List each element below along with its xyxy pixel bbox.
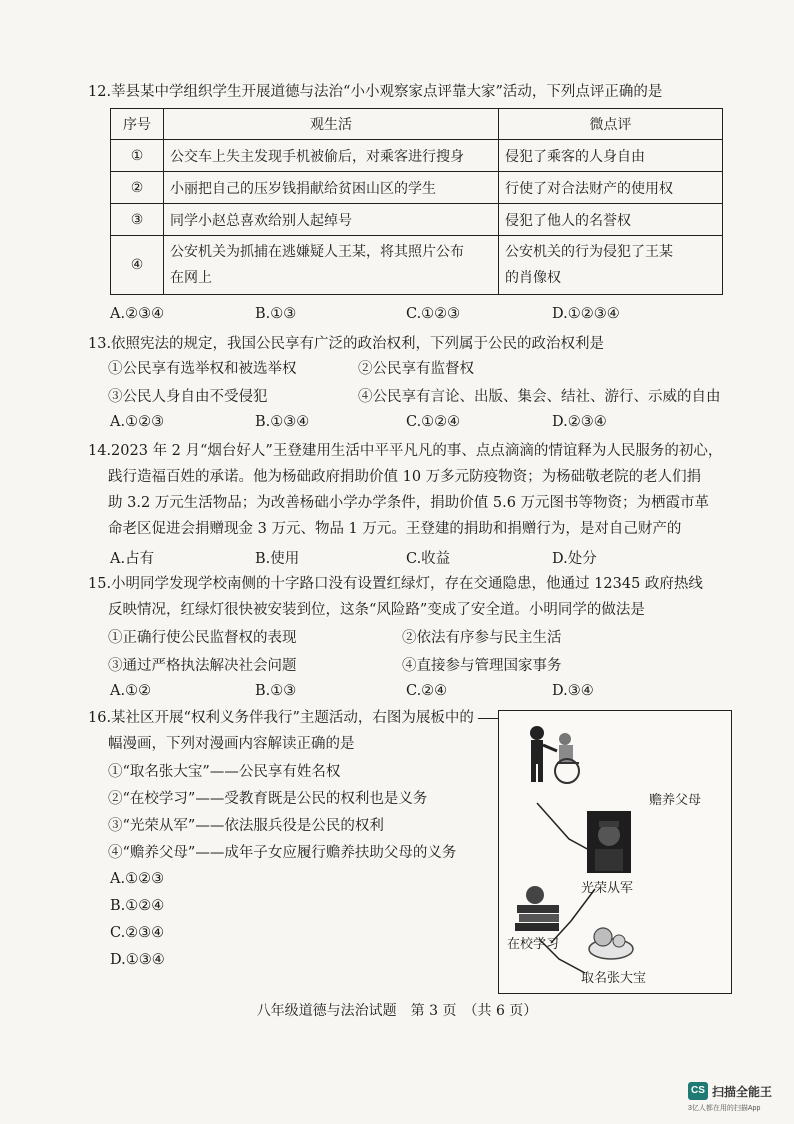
table-cell: 侵犯了他人的名誉权 xyxy=(499,204,723,236)
table-cell: ② xyxy=(111,172,164,204)
q13-option-a: A.①②③ xyxy=(110,414,165,430)
q14-option-b: B.使用 xyxy=(255,551,300,567)
cartoon-panel xyxy=(498,710,732,994)
table-cell: 同学小赵总喜欢给别人起绰号 xyxy=(164,204,499,236)
q16-item-2: ②“在校学习”——受教育既是公民的权利也是义务 xyxy=(108,791,428,807)
table-cell: 公交车上失主发现手机被偷后，对乘客进行搜身 xyxy=(164,140,499,172)
q13-item-2: ②公民享有监督权 xyxy=(358,361,474,377)
cs-logo-icon: CS xyxy=(688,1082,708,1100)
cell-line: 的肖像权 xyxy=(505,270,561,286)
q16-line-2: 幅漫画，下列对漫画内容解读正确的是 xyxy=(108,736,355,752)
table-header: 序号 xyxy=(111,109,164,140)
q12-option-c: C.①②③ xyxy=(406,306,461,322)
cartoon-label-military: 光荣从军 xyxy=(581,881,634,896)
q13-option-d: D.②③④ xyxy=(552,414,607,430)
q15-line-2: 反映情况，红绿灯很快被安装到位，这条“风险路”变成了安全道。小明同学的做法是 xyxy=(108,602,645,618)
table-cell: ③ xyxy=(111,204,164,236)
q12-option-a: A.②③④ xyxy=(110,306,165,322)
cartoon-label-support-parents: 赡养父母 xyxy=(649,793,702,808)
q16-item-4: ④“赡养父母”——成年子女应履行赡养扶助父母的义务 xyxy=(108,845,457,861)
q16-option-d: D.①③④ xyxy=(110,952,165,968)
q14-line-4: 命老区促进会捐赠现金 3 万元、物品 1 万元。王登建的捐助和捐赠行为，是对自己财产的 xyxy=(108,521,682,537)
q16-option-a: A.①②③ xyxy=(110,871,165,887)
q13-item-1: ①公民享有选举权和被选举权 xyxy=(108,361,297,377)
q12-table xyxy=(110,108,723,295)
leader-line xyxy=(478,718,498,719)
q15-line-1: 15.小明同学发现学校南侧的十字路口没有设置红绿灯，存在交通隐患，他通过 12345 政府热线 xyxy=(88,576,703,592)
q12-stem: 12.莘县某中学组织学生开展道德与法治“小小观察家点评靠大家”活动，下列点评正确的是 xyxy=(88,84,663,100)
soldier-portrait xyxy=(587,811,631,873)
table-row xyxy=(111,172,723,204)
table-cell: ④ xyxy=(111,236,164,295)
q14-line-2: 践行造福百姓的承诺。他为杨础政府捐助价值 10 万多元防疫物资；为杨础敬老院的老人们捐 xyxy=(108,469,702,485)
watermark-subtitle: 3亿人都在用的扫描App xyxy=(688,1105,761,1112)
table-cell: 侵犯了乘客的人身自由 xyxy=(499,140,723,172)
q14-line-1: 14.2023 年 2 月“烟台好人”王登建用生活中平平凡凡的事、点点滴滴的情谊释为人民服务的初心， xyxy=(88,443,723,459)
q16-line-1: 16.某社区开展“权利义务伴我行”主题活动，右图为展板中的 xyxy=(88,710,474,726)
baby-figure xyxy=(589,928,633,959)
table-row xyxy=(111,140,723,172)
student-books xyxy=(515,886,559,931)
q16-option-b: B.①②④ xyxy=(110,898,165,914)
watermark-title: 扫描全能王 xyxy=(712,1085,773,1099)
q16-option-c: C.②③④ xyxy=(110,925,165,941)
q15-option-b: B.①③ xyxy=(255,683,297,699)
q13-option-b: B.①③④ xyxy=(255,414,310,430)
q16-item-3: ③“光荣从军”——依法服兵役是公民的权利 xyxy=(108,818,384,834)
q15-item-1: ①正确行使公民监督权的表现 xyxy=(108,630,297,646)
table-cell: 行使了对合法财产的使用权 xyxy=(499,172,723,204)
q12-option-b: B.①③ xyxy=(255,306,297,322)
cell-line: 公安机关为抓捕在逃嫌疑人王某，将其照片公布 xyxy=(170,244,464,260)
cell-line: 在网上 xyxy=(170,270,212,286)
cartoon-label-school: 在校学习 xyxy=(507,937,560,952)
q15-item-4: ④直接参与管理国家事务 xyxy=(402,658,562,674)
page-footer: 八年级道德与法治试题 第 3 页 （共 6 页） xyxy=(256,1003,538,1019)
q13-option-c: C.①②④ xyxy=(406,414,461,430)
q16-item-1: ①“取名张大宝”——公民享有姓名权 xyxy=(108,764,341,780)
table-cell: ① xyxy=(111,140,164,172)
table-cell xyxy=(164,236,499,295)
table-row xyxy=(111,236,723,295)
q13-item-3: ③公民人身自由不受侵犯 xyxy=(108,389,268,405)
q15-option-c: C.②④ xyxy=(406,683,448,699)
q12-option-d: D.①②③④ xyxy=(552,306,620,322)
table-header: 微点评 xyxy=(499,109,723,140)
cartoon-label-naming: 取名张大宝 xyxy=(581,971,647,986)
q14-line-3: 助 3.2 万元生活物品；为改善杨础小学办学条件，捐助价值 5.6 万元图书等物资；为栖霞市革 xyxy=(108,495,710,511)
cell-line: 公安机关的行为侵犯了王某 xyxy=(505,244,673,260)
q13-stem: 13.依照宪法的规定，我国公民享有广泛的政治权利，下列属于公民的政治权利是 xyxy=(88,336,605,352)
q14-option-d: D.处分 xyxy=(552,551,597,567)
q14-option-a: A.占有 xyxy=(110,551,155,567)
q15-item-3: ③通过严格执法解决社会问题 xyxy=(108,658,297,674)
table-cell: 小丽把自己的压岁钱捐献给贫困山区的学生 xyxy=(164,172,499,204)
q15-option-a: A.①② xyxy=(110,683,152,699)
table-header-row xyxy=(111,109,723,140)
table-header: 观生活 xyxy=(164,109,499,140)
q15-option-d: D.③④ xyxy=(552,683,594,699)
caretaker-figure xyxy=(530,726,557,782)
q15-item-2: ②依法有序参与民主生活 xyxy=(402,630,562,646)
q13-item-4: ④公民享有言论、出版、集会、结社、游行、示威的自由 xyxy=(358,389,721,405)
q14-option-c: C.收益 xyxy=(406,551,451,567)
table-row xyxy=(111,204,723,236)
wheelchair-figure xyxy=(555,733,579,783)
table-cell xyxy=(499,236,723,295)
